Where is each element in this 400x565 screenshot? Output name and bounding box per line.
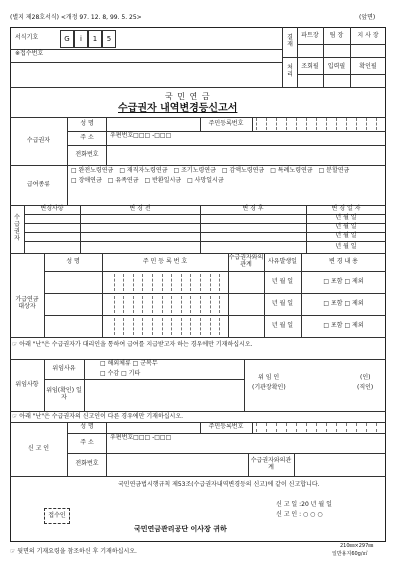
- benefit-option-special-old-age[interactable]: □ 특례노령연금: [270, 167, 313, 174]
- delegate-seal-sub: (직인): [357, 384, 374, 391]
- approval-col-branch-head: 지 사 장: [357, 31, 379, 39]
- rrn-digit-divider: [276, 118, 277, 130]
- rrn-digit-divider: [276, 423, 277, 432]
- dependent-rrn-divider: [181, 296, 182, 313]
- dependent-rrn-divider: [152, 296, 153, 313]
- delegation-date-label: 위임(확인) 일 자: [46, 387, 82, 401]
- dependent-rrn-divider: [200, 318, 201, 335]
- dependent-rrn-divider: [219, 296, 220, 313]
- rrn-digit-divider: [266, 423, 267, 432]
- dependents-section-label: 가급연금대상자: [15, 296, 39, 310]
- approval-col-team-lead: 팀 장: [329, 31, 344, 39]
- change-section-label: 수 급 권 자: [14, 214, 20, 242]
- form-code-label: 서식기호: [15, 34, 39, 41]
- step-inquiry: 조회필: [301, 63, 319, 71]
- delegation-reason-label: 위임사유: [52, 364, 76, 372]
- rrn-digit-divider: [356, 423, 357, 432]
- reporter-relation-label: 수급권자와의관계: [250, 456, 292, 471]
- approval-label: 결 재: [287, 34, 293, 48]
- page-side-label: (앞면): [359, 14, 376, 21]
- rrn-digit-divider: [336, 118, 337, 130]
- dependent-rrn-divider: [133, 318, 134, 335]
- rrn-digit-divider: [346, 118, 347, 130]
- form-code-char: 5: [102, 30, 116, 48]
- rrn-digit-divider: [296, 118, 297, 130]
- rrn-digit-divider: [366, 118, 367, 130]
- dependent-rrn-divider: [142, 274, 143, 291]
- dependent-date-1[interactable]: 년 월 일: [271, 277, 294, 285]
- change-col-after: 변 경 후: [242, 205, 264, 213]
- change-date-2[interactable]: 년 월 일: [335, 223, 357, 231]
- benefit-option-survivor[interactable]: □ 유족연금: [107, 176, 139, 184]
- rrn-digit-divider: [286, 118, 287, 130]
- rrn-digit-divider: [356, 118, 357, 130]
- dependent-col-change: 변 경 내 용: [329, 257, 358, 265]
- dependent-rrn-divider: [114, 318, 115, 335]
- dependent-rrn-divider: [133, 274, 134, 291]
- addressee: 국민연금관리공단 이사장 귀하: [134, 525, 227, 533]
- note-delegate: ☞ 아래 "난"은 수급권자가 대리인을 통하여 급여를 지급받고자 하는 경우에만 기재하십시오.: [12, 341, 253, 348]
- delegation-label: 위임사항: [15, 380, 39, 388]
- dependent-rrn-divider: [133, 296, 134, 313]
- benefit-option-reduced-old-age[interactable]: □ 감액노령연금: [221, 167, 265, 174]
- dependent-rrn-divider: [190, 296, 191, 313]
- benefit-option-refund-lump-sum[interactable]: □ 반환일시금: [144, 176, 182, 184]
- benefit-option-divided[interactable]: □ 분할연금: [318, 167, 350, 174]
- dependent-rrn-divider: [181, 274, 182, 291]
- reporter-postal-code[interactable]: 우편번호□□□ -□□□: [110, 434, 172, 441]
- dependent-rrn-divider: [171, 296, 172, 313]
- dependent-rrn-divider: [162, 318, 163, 335]
- dependent-change-2[interactable]: □ 포함 □ 제외: [323, 299, 364, 307]
- dependent-rrn-divider: [152, 274, 153, 291]
- paper-type: 일반용지60g/㎡: [332, 551, 368, 557]
- footer-note: ☞ 뒷면의 기재요령을 참조하신 후 기재하십시오.: [10, 548, 137, 555]
- dependent-change-3[interactable]: □ 포함 □ 제외: [323, 321, 364, 329]
- paper-size: 210㎜×297㎜: [340, 543, 374, 549]
- rrn-digit-divider: [256, 118, 257, 130]
- claimant-postal-code[interactable]: 우편번호□□□ -□□□: [110, 132, 172, 139]
- rrn-digit-divider: [286, 423, 287, 432]
- claimant-address-label: 주 소: [80, 133, 94, 141]
- claimant-phone-label: 전화번호: [75, 150, 99, 158]
- benefit-type-label: 급여종류: [26, 180, 51, 188]
- rrn-digit-divider: [316, 118, 317, 130]
- rrn-digit-divider: [326, 118, 327, 130]
- step-input: 입력필: [327, 63, 346, 71]
- reporter-address-label: 주 소: [80, 438, 94, 446]
- change-date-1[interactable]: 년 월 일: [335, 214, 357, 222]
- dependent-change-1[interactable]: □ 포함 □ 제외: [323, 277, 364, 285]
- report-date[interactable]: 신 고 일 :20 년 월 일: [276, 501, 332, 508]
- dependent-rrn-divider: [162, 274, 163, 291]
- rrn-digit-divider: [376, 118, 377, 130]
- receipt-number-label: ※접수번호: [15, 50, 44, 57]
- reporter-section-label: 신 고 인: [27, 444, 50, 452]
- reporter-name-label: 성 명: [80, 423, 94, 431]
- process-label: 처 리: [287, 64, 293, 78]
- dependent-rrn-divider: [162, 296, 163, 313]
- rrn-digit-divider: [306, 118, 307, 130]
- step-confirm: 확인필: [359, 63, 377, 71]
- dependent-rrn-divider: [200, 274, 201, 291]
- delegate-seal: (인): [360, 374, 371, 381]
- benefit-option-employed-old-age[interactable]: □ 재직자노령연금: [119, 167, 168, 174]
- rrn-digit-divider: [266, 118, 267, 130]
- dependent-rrn-divider: [219, 274, 220, 291]
- page-title: 수급권자 내역변경등신고서: [118, 103, 238, 114]
- claimant-name-label: 성 명: [80, 119, 94, 127]
- dependent-rrn-divider: [142, 296, 143, 313]
- dependent-rrn-divider: [210, 318, 211, 335]
- claimant-section-label: 수급권자: [26, 136, 51, 144]
- dependent-rrn-divider: [200, 296, 201, 313]
- reporter-signature[interactable]: 신 고 인 : ○ ○ ○: [276, 511, 323, 518]
- reporter-rrn-label: 주민등록번호: [208, 423, 244, 431]
- change-col-date: 변 경 일 자: [331, 205, 361, 213]
- dependent-rrn-divider: [142, 318, 143, 335]
- rrn-digit-divider: [336, 423, 337, 432]
- dependent-rrn-divider: [152, 318, 153, 335]
- rrn-digit-divider: [256, 423, 257, 432]
- benefit-options: [71, 167, 383, 185]
- org-name: 국 민 연 금: [165, 92, 211, 101]
- change-col-before: 변 경 전: [129, 205, 151, 213]
- dependent-rrn-divider: [219, 318, 220, 335]
- claimant-rrn-label: 주민등록번호: [208, 119, 244, 127]
- delegation-reason-options-1[interactable]: □ 해외체류 □ 군복무: [100, 360, 158, 367]
- dependent-rrn-divider: [171, 318, 172, 335]
- dependent-col-name: 성 명: [66, 257, 80, 265]
- dependent-rrn-divider: [190, 318, 191, 335]
- dependent-rrn-divider: [123, 318, 124, 335]
- form-code-char: 1: [88, 30, 102, 48]
- dependent-rrn-divider: [123, 274, 124, 291]
- dependent-date-2[interactable]: 년 월 일: [271, 299, 294, 307]
- change-date-3[interactable]: 년 월 일: [335, 232, 357, 240]
- dependent-rrn-divider: [181, 318, 182, 335]
- dependent-rrn-divider: [190, 274, 191, 291]
- benefit-option-disability[interactable]: □ 장애연금: [71, 176, 102, 184]
- form-code-char: G: [60, 30, 74, 48]
- dependent-rrn-divider: [114, 296, 115, 313]
- declaration-text: 국민연금법시행규칙 제53조(수급권자내역변경등의 신고)에 같이 신고합니다.: [118, 481, 320, 488]
- form-code-char: i: [74, 30, 88, 48]
- benefit-option-early-old-age[interactable]: □ 조기노령연금: [173, 167, 216, 174]
- dependent-rrn-divider: [171, 274, 172, 291]
- change-col-item: 변경사항: [40, 205, 64, 213]
- dependent-col-rrn: 주 민 등 록 번 호: [142, 257, 188, 265]
- rrn-digit-divider: [376, 423, 377, 432]
- dependent-col-relation: 수급권자와의관계: [228, 254, 264, 268]
- rrn-digit-divider: [346, 423, 347, 432]
- approval-col-part-lead: 파트장: [301, 31, 319, 39]
- note-reporter: ☞ 아래 "난"은 수급권자의 신고인이 다른 경우에만 기재하십시오.: [12, 413, 184, 420]
- delegate-sub-label: (기관장확인): [252, 384, 286, 391]
- dependent-col-reason-date: 사유발생일: [268, 257, 297, 265]
- benefit-option-full-old-age[interactable]: □ 완전노령연금: [71, 167, 114, 174]
- rrn-digit-divider: [306, 423, 307, 432]
- delegation-reason-options-2[interactable]: □ 수감 □ 기타: [100, 370, 141, 377]
- benefit-option-death-lump-sum[interactable]: □ 사망일시금: [187, 176, 224, 184]
- form-number: (별지 제28호서식) <개정 97. 12. 8, 99. 5. 25>: [10, 14, 142, 21]
- dependent-rrn-divider: [123, 296, 124, 313]
- rrn-digit-divider: [366, 423, 367, 432]
- rrn-digit-divider: [326, 423, 327, 432]
- rrn-digit-divider: [316, 423, 317, 432]
- reporter-phone-label: 전화번호: [75, 460, 99, 468]
- dependent-rrn-divider: [114, 274, 115, 291]
- receipt-stamp-label: 접수인: [48, 511, 66, 519]
- dependent-rrn-divider: [210, 296, 211, 313]
- rrn-digit-divider: [296, 423, 297, 432]
- delegate-label: 위 임 인: [258, 374, 280, 381]
- dependent-date-3[interactable]: 년 월 일: [271, 321, 294, 329]
- dependent-rrn-divider: [210, 274, 211, 291]
- change-date-4[interactable]: 년 월 일: [335, 242, 357, 250]
